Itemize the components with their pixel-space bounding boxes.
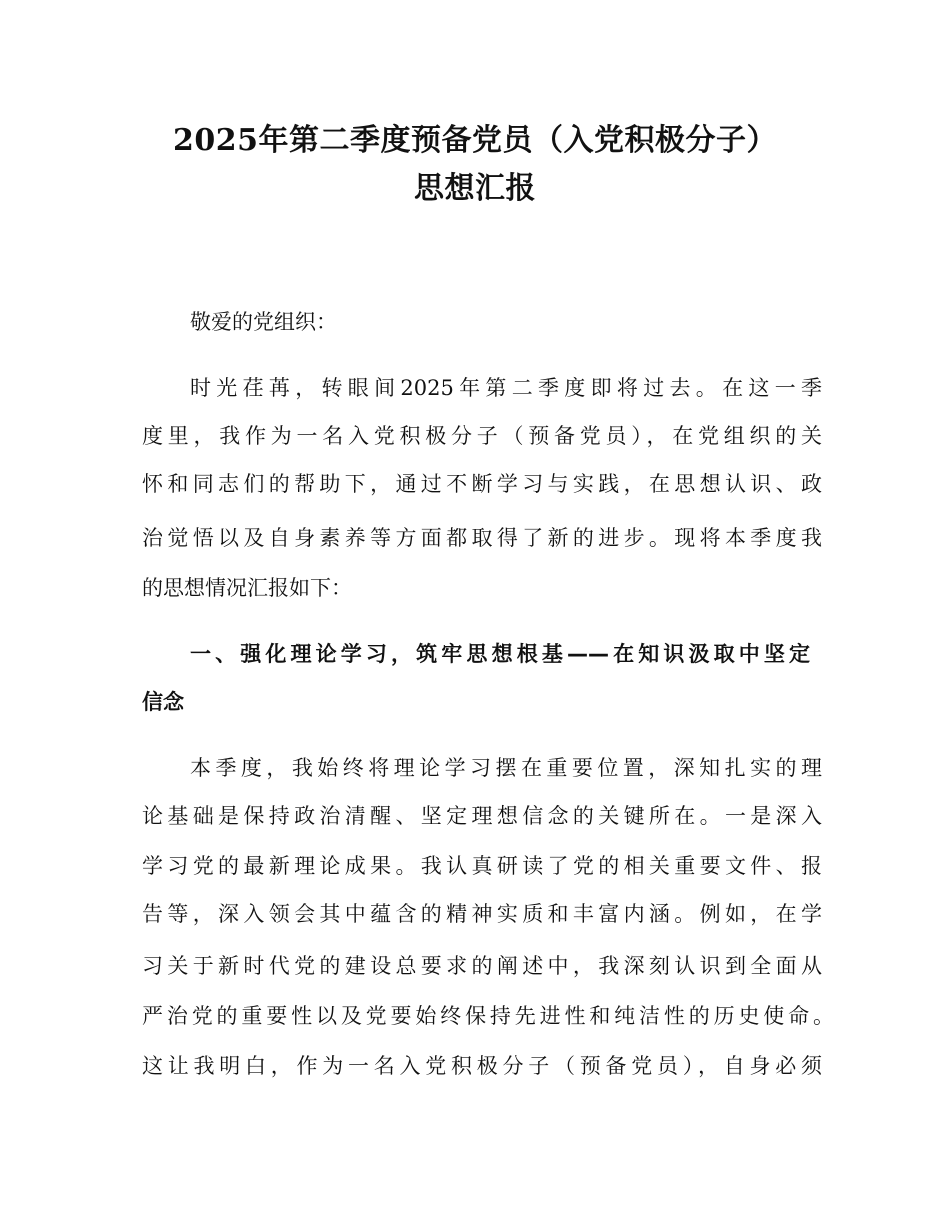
body-line: 习关于新时代党的建设总要求的阐述中，我深刻认识到全面从	[142, 954, 822, 978]
body-line: 学习党的最新理论成果。我认真研读了党的相关重要文件、报	[142, 854, 822, 878]
intro-line: 治觉悟以及自身素养等方面都取得了新的进步。现将本季度我	[142, 526, 822, 550]
section-1-heading-line: 信念	[142, 690, 184, 714]
document-title-line-1: 2025年第二季度预备党员（入党积极分子）	[173, 123, 777, 158]
body-line: 这让我明白，作为一名入党积极分子（预备党员），自身必须	[142, 1054, 822, 1078]
body-line: 严治党的重要性以及党要始终保持先进性和纯洁性的历史使命。	[142, 1004, 834, 1028]
intro-line: 时光荏苒，转眼间2025年第二季度即将过去。在这一季	[190, 376, 822, 400]
section-1-heading-line: 一、强化理论学习，筑牢思想根基——在知识汲取中坚定	[190, 642, 810, 666]
body-line: 论基础是保持政治清醒、坚定理想信念的关键所在。一是深入	[142, 804, 822, 828]
body-line: 告等，深入领会其中蕴含的精神实质和丰富内涵。例如，在学	[142, 902, 822, 926]
document-title-line-2: 思想汇报	[414, 171, 536, 206]
intro-line: 度里，我作为一名入党积极分子（预备党员），在党组织的关	[142, 424, 822, 448]
intro-line: 的思想情况汇报如下：	[142, 576, 352, 600]
intro-line: 怀和同志们的帮助下，通过不断学习与实践，在思想认识、政	[142, 472, 822, 496]
salutation: 敬爱的党组织：	[190, 310, 337, 334]
body-line: 本季度，我始终将理论学习摆在重要位置，深知扎实的理	[190, 756, 822, 780]
